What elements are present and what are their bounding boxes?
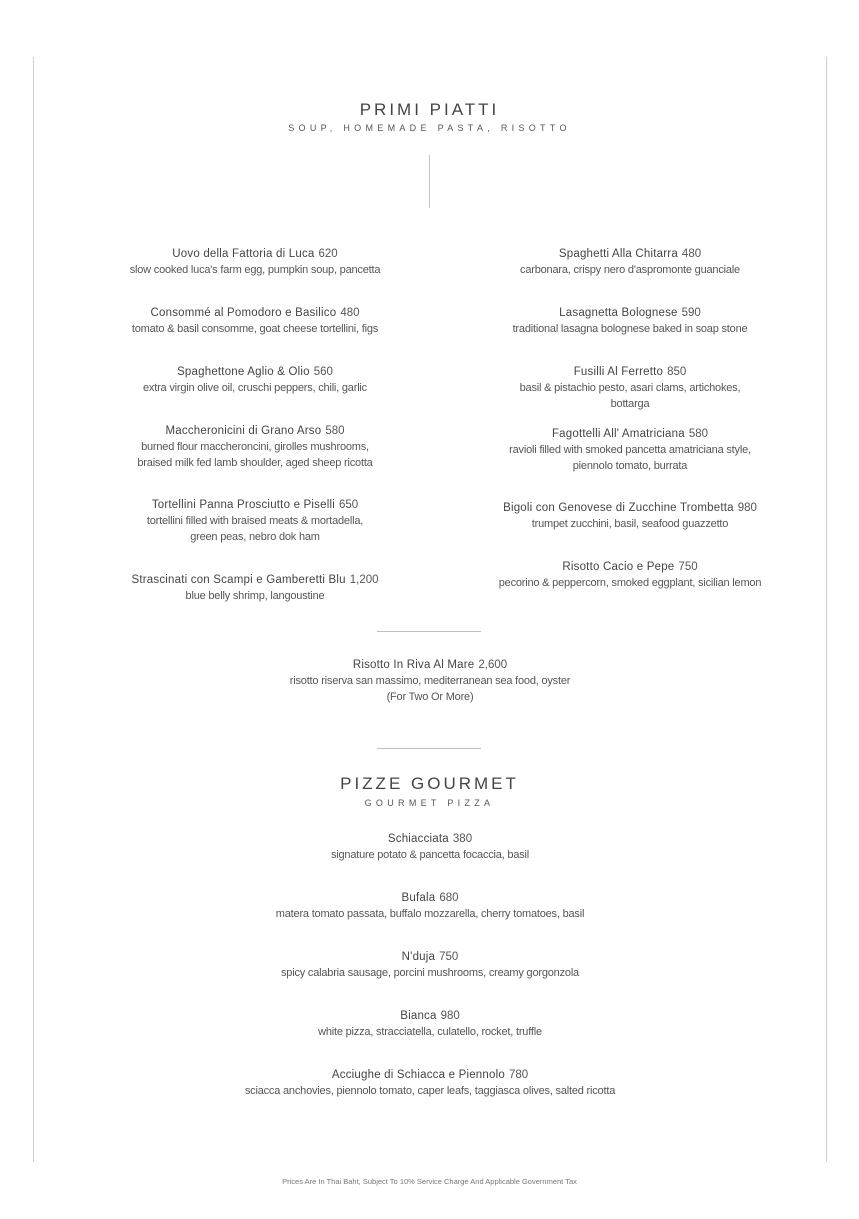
item-price: 750 [439,951,459,963]
item-name: Acciughe di Schiacca e Piennolo [331,1069,505,1081]
item-desc: bottarga [610,398,650,410]
item-name: Fusilli Al Ferretto [573,366,664,378]
menu-item [180,949,680,981]
pizze-subtitle: GOURMET PIZZA [364,798,495,808]
primi-subtitle: SOUP, HOMEMADE PASTA, RISOTTO [288,123,571,133]
item-name: Strascinati con Scampi e Gamberetti Blu [131,574,346,586]
item-name: N'duja [401,951,436,963]
item-desc: tortellini filled with braised meats & mortadella, [146,515,364,527]
item-desc: matera tomato passata, buffalo mozzarella, cherry tomatoes, basil [275,908,585,920]
item-price: 480 [340,307,360,319]
item-desc: braised milk fed lamb shoulder, aged sheep ricotta [137,457,373,469]
item-price: 480 [681,248,702,260]
left-border-line [33,57,34,1162]
item-name: Risotto Cacio e Pepe [562,561,675,573]
item-price: 590 [681,307,701,319]
item-price: 650 [339,499,359,511]
primi-title: PRIMI PIATTI [359,100,500,119]
item-price: 580 [688,428,709,440]
item-desc: risotto riserva san massimo, mediterranean sea food, oyster [289,675,571,687]
menu-item [465,559,795,591]
pizze-title: PIZZE GOURMET [340,774,519,793]
item-desc: slow cooked luca's farm egg, pumpkin soup, pancetta [129,264,381,276]
menu-item [180,1067,680,1099]
item-desc: extra virgin olive oil, cruschi peppers, chili, garlic [143,382,367,394]
item-desc: sciacca anchovies, piennolo tomato, caper leafs, taggiasca olives, salted ricotta [244,1085,616,1097]
menu-item [180,890,680,922]
item-price: 980 [737,502,757,514]
item-price: 680 [439,892,459,904]
vertical-divider [429,155,430,208]
item-name: Maccheronicini di Grano Arso [165,425,322,437]
item-desc: carbonara, crispy nero d'aspromonte guanciale [520,264,740,276]
item-price: 780 [508,1069,529,1081]
item-desc: ravioli filled with smoked pancetta amatriciana style, [509,444,751,456]
right-border-line [826,57,827,1162]
item-name: Tortellini Panna Prosciutto e Piselli [151,499,335,511]
item-price: 1,200 [349,574,379,586]
item-price: 560 [313,366,333,378]
item-name: Spaghettone Aglio & Olio [177,366,310,378]
menu-item [465,305,795,337]
item-desc: burned flour maccheroncini, girolles mushrooms, [141,441,369,453]
menu-item [465,426,795,474]
item-price: 620 [318,248,338,260]
item-desc: white pizza, stracciatella, culatello, rocket, truffle [318,1026,542,1038]
item-name: Bigoli con Genovese di Zucchine Trombetta [503,502,734,514]
item-name: Bufala [401,892,436,904]
menu-item [90,423,420,471]
item-price: 2,600 [478,659,508,671]
item-name: Risotto In Riva Al Mare [352,659,475,671]
item-name: Schiacciata [387,833,449,845]
footer-note: Prices Are In Thai Baht, Subject To 10% Service Charge And Applicable Government Tax [282,1177,577,1186]
item-name: Bianca [400,1010,437,1022]
item-desc: pecorino & peppercorn, smoked eggplant, sicilian lemon [498,577,762,589]
item-desc: green peas, nebro dok ham [190,531,320,543]
menu-item [180,831,680,863]
item-name: Uovo della Fattoria di Luca [172,248,315,260]
menu-item [90,572,420,604]
menu-item [465,364,795,412]
horizontal-divider [377,631,481,632]
menu-item [465,500,795,532]
item-desc: spicy calabria sausage, porcini mushrooms, creamy gorgonzola [281,967,579,979]
menu-item [90,246,420,278]
item-desc: basil & pistachio pesto, asari clams, artichokes, [519,382,741,394]
item-price: 980 [440,1010,460,1022]
menu-item [465,246,795,278]
item-name: Lasagnetta Bolognese [559,307,678,319]
item-desc: piennolo tomato, burrata [572,460,688,472]
menu-item [90,364,420,396]
menu-item-special [180,657,680,705]
item-price: 380 [452,833,473,845]
item-desc: trumpet zucchini, basil, seafood guazzetto [531,518,729,530]
item-desc: traditional lasagna bolognese baked in soap stone [512,323,748,335]
menu-item [90,305,420,337]
item-price: 850 [667,366,687,378]
item-note: (For Two Or More) [386,691,474,703]
item-name: Spaghetti Alla Chitarra [558,248,678,260]
menu-item [180,1008,680,1040]
item-price: 580 [325,425,345,437]
item-name: Consommé al Pomodoro e Basilico [150,307,337,319]
menu-item [90,497,420,545]
horizontal-divider [377,748,481,749]
item-desc: signature potato & pancetta focaccia, basil [330,849,530,861]
item-name: Fagottelli All' Amatriciana [551,428,685,440]
item-price: 750 [678,561,698,573]
item-desc: tomato & basil consomme, goat cheese tortellini, figs [131,323,379,335]
item-desc: blue belly shrimp, langoustine [185,590,325,602]
